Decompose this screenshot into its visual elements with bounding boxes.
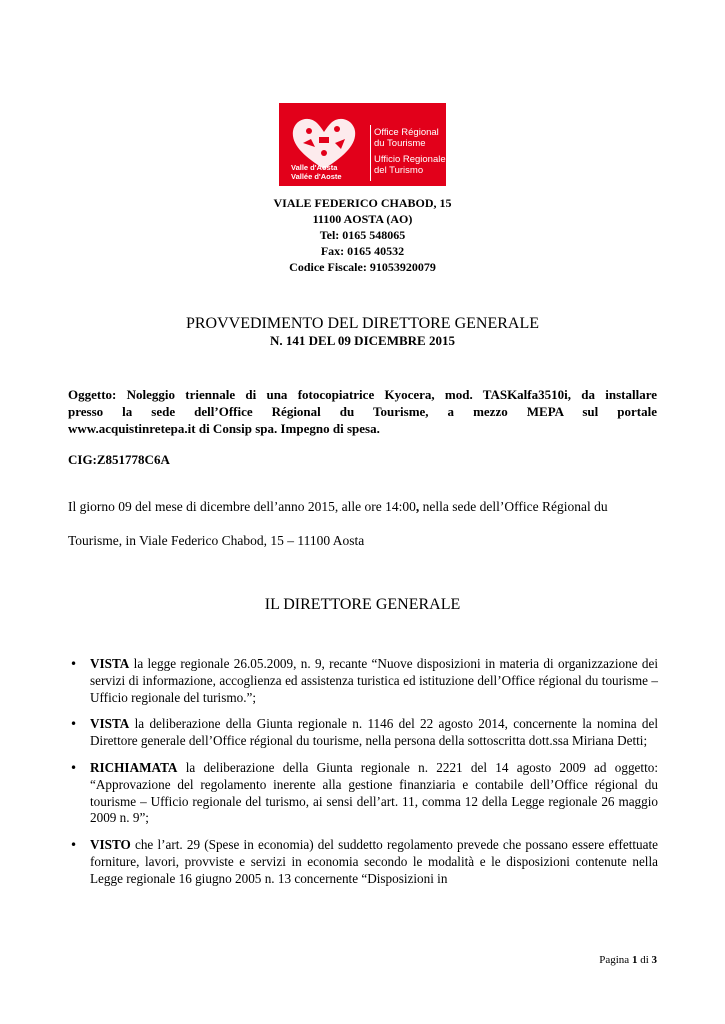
oggetto-line: www.acquistinretepa.it di Consip spa. Impegno di spesa. [68, 421, 380, 436]
clause-text: la legge regionale 26.05.2009, n. 9, recante “Nuove disposizioni in materia di organizzazione dei servizi di informazione, accoglienza ed assistenza turistica ed istituzione dell’Office régional du tourisme – Ufficio regionale del turismo.”; [90, 656, 658, 705]
clause-text: che l’art. 29 (Spese in economia) del suddetto regolamento prevede che possano essere effettuate forniture, lavori, provviste e servizi in economia secondo le modalità e le disposizioni contenute nella Legge regionale 16 giugno 2005 n. 13 concernente “Disposizioni in [90, 837, 658, 886]
logo-divider [370, 125, 371, 181]
footer-total-pages: 3 [651, 954, 657, 966]
clause-text: la deliberazione della Giunta regionale n. 1146 del 22 agosto 2014, concernente la nomina del Direttore generale dell’Office régional du tourisme, nella persona della sottoscritta dott.ssa Miriana Detti; [90, 716, 658, 749]
clause-text: la deliberazione della Giunta regionale n. 2221 del 14 agosto 2009 ad oggetto: “Approvazione del regolamento inerente alla gestione finanziaria e contabile dell’Office régional du tourisme – Ufficio regionale del turismo, ai sensi dell’art. 11, comma 12 della Legge regionale 26 maggio 2009 n. 9”; [90, 759, 658, 826]
clause-keyword: RICHIAMATA [90, 759, 178, 775]
intro-paragraph [68, 490, 657, 558]
clause-keyword: VISTA [90, 656, 130, 671]
logo-valle-aosta-text: Valle d'Aosta [291, 163, 338, 172]
document-number: N. 141 DEL 09 DICEMBRE 2015 [270, 333, 455, 348]
bullet-icon: • [70, 838, 78, 853]
logo-line-ufficio: Ufficio Regionale [374, 154, 446, 165]
address-tel: Tel: 0165 548065 [319, 228, 406, 242]
list-item [68, 716, 658, 750]
address-codice-fiscale: Codice Fiscale: 91053920079 [289, 260, 436, 274]
office-tourisme-logo [279, 103, 446, 186]
logo-text-block [374, 128, 446, 176]
address-street: VIALE FEDERICO CHABOD, 15 [273, 196, 452, 210]
oggetto-paragraph [68, 386, 657, 437]
footer-page-number: 1 [631, 954, 638, 966]
clauses-list [68, 656, 658, 898]
oggetto-line: Oggetto: Noleggio triennale di una fotocopiatrice Kyocera, mod. TASKalfa3510i, da installare [68, 387, 657, 402]
bullet-icon: • [70, 657, 78, 671]
page-footer [599, 954, 657, 966]
clause-keyword: VISTA [90, 716, 130, 732]
logo-line-du-tourisme: du Tourisme [374, 137, 426, 149]
logo-vallee-aoste-text: Vallée d'Aoste [291, 172, 342, 181]
intro-comma: , [415, 499, 420, 514]
intro-text: Tourisme, in Viale Federico Chabod, 15 – 11100 Aosta [68, 533, 365, 548]
section-heading: IL DIRETTORE GENERALE [264, 596, 461, 613]
address-fax: Fax: 0165 40532 [320, 244, 405, 258]
footer-prefix: Pagina [599, 954, 632, 966]
bullet-icon: • [70, 760, 78, 775]
list-item [68, 656, 658, 706]
intro-text: nella sede dell’Office Régional du [419, 499, 608, 514]
valle-aosta-emblem-icon [285, 109, 363, 181]
oggetto-line: presso la sede dell’Office Régional du Tourisme, a mezzo MEPA sul portale [68, 404, 657, 419]
document-title: PROVVEDIMENTO DEL DIRETTORE GENERALE [185, 315, 539, 332]
address-block [0, 195, 725, 275]
intro-text: Il giorno 09 del mese di dicembre dell’anno 2015, alle ore 14:00 [68, 499, 416, 514]
bullet-icon: • [70, 717, 78, 732]
clause-keyword: VISTO [90, 837, 131, 853]
logo-line-office: Office Régional [374, 127, 439, 138]
cig-code: CIG:Z851778C6A [68, 452, 170, 467]
list-item [68, 760, 658, 827]
address-city: 11100 AOSTA (AO) [312, 212, 413, 226]
list-item [68, 837, 658, 887]
logo-line-del-turismo: del Turismo [374, 164, 424, 176]
footer-middle: di [637, 954, 652, 966]
